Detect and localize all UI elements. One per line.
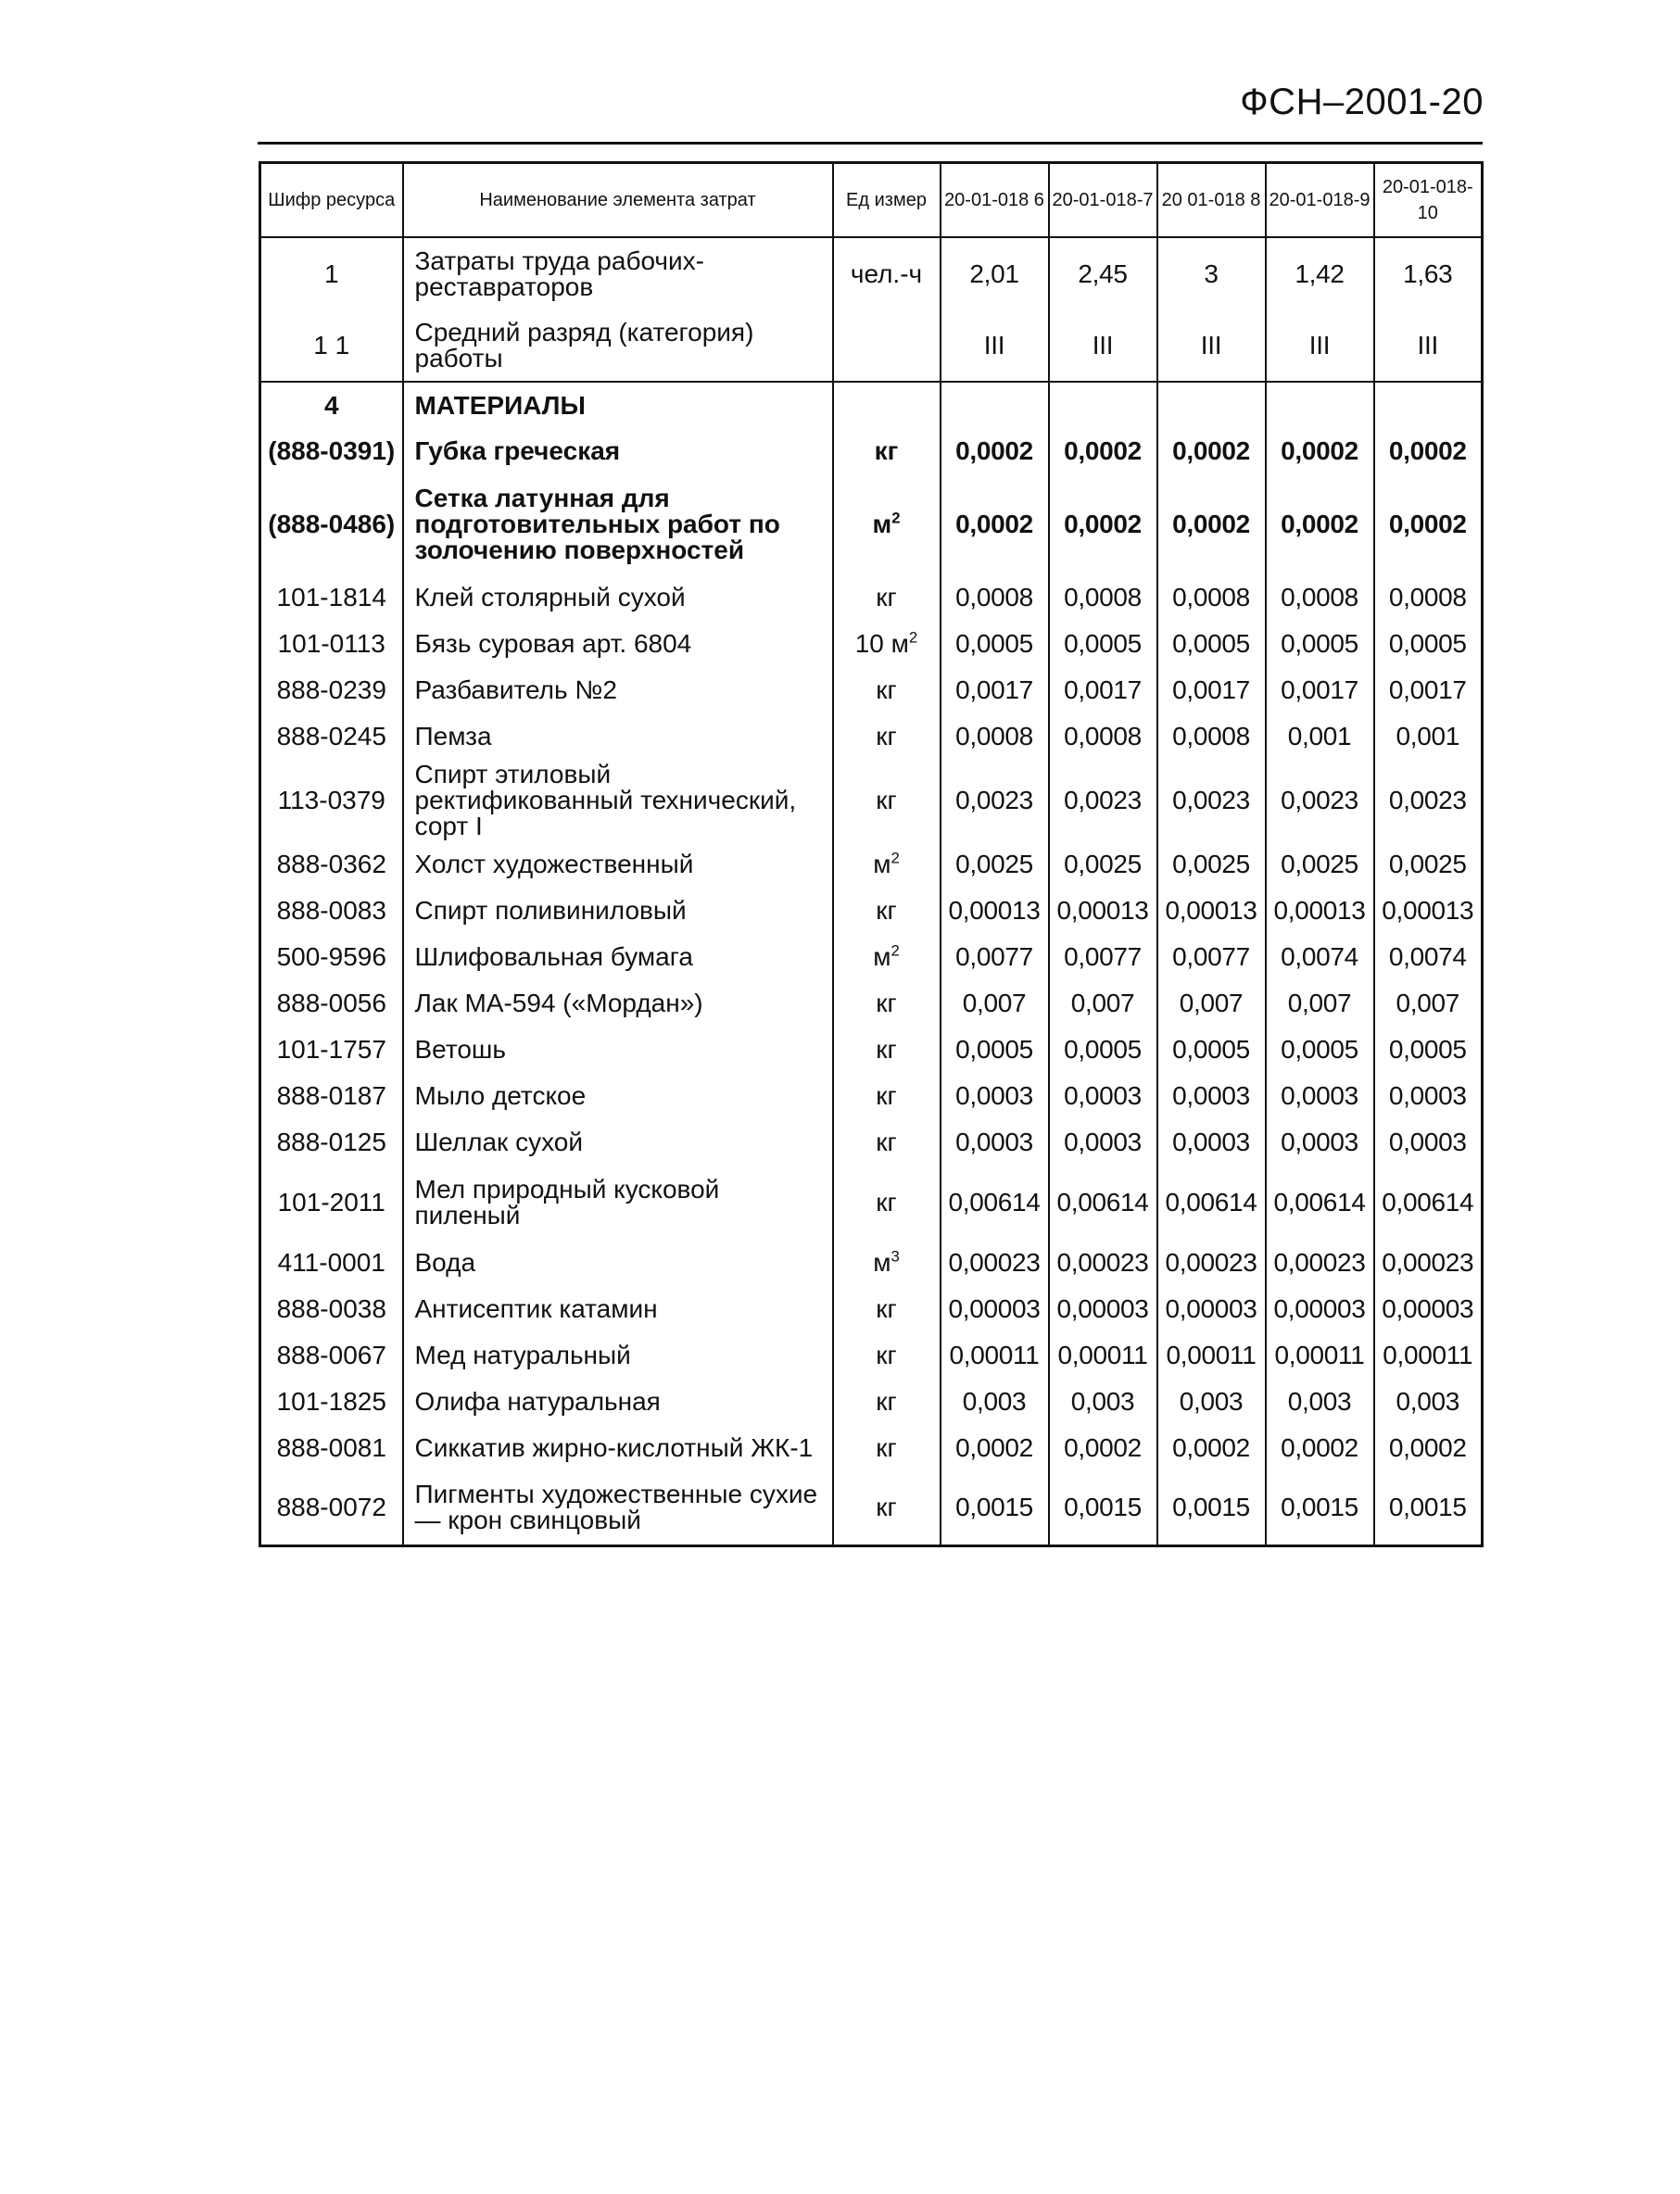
- table-row: [260, 934, 1483, 980]
- value-cell: 0,0002: [1049, 428, 1157, 474]
- value-cell: 0,0017: [941, 667, 1049, 713]
- value-cell: 0,0074: [1374, 934, 1483, 980]
- value-cell: 0,001: [1374, 713, 1483, 760]
- value-cell: 0,0023: [1157, 760, 1266, 841]
- resource-code: 101-1825: [260, 1379, 403, 1425]
- value-cell: 0,0025: [1374, 841, 1483, 888]
- unit-cell: кг: [833, 1332, 941, 1379]
- header-name: Наименование элемента затрат: [403, 163, 833, 238]
- unit-cell: кг: [833, 713, 941, 760]
- resource-code: 888-0083: [260, 888, 403, 934]
- value-cell: 0,0008: [1049, 574, 1157, 621]
- value-cell: III: [1374, 309, 1483, 382]
- header-unit: Ед измер: [833, 163, 941, 238]
- unit-cell: [833, 382, 941, 428]
- value-cell: 0,0003: [1049, 1073, 1157, 1119]
- unit-cell: кг: [833, 1471, 941, 1545]
- value-cell: 0,0002: [1374, 1425, 1483, 1471]
- resource-name: МАТЕРИАЛЫ: [403, 382, 833, 428]
- unit-exponent: 2: [891, 941, 900, 960]
- value-cell: 0,00011: [1374, 1332, 1483, 1379]
- unit-cell: кг: [833, 428, 941, 474]
- value-cell: 0,0025: [1157, 841, 1266, 888]
- unit-cell: кг: [833, 760, 941, 841]
- unit-cell: $м^2$: [833, 841, 941, 888]
- resource-code: 4: [260, 382, 403, 428]
- resource-name: Олифа натуральная: [403, 1379, 833, 1425]
- unit-cell: кг: [833, 1119, 941, 1166]
- value-cell: 0,0002: [1049, 474, 1157, 574]
- unit-cell: кг: [833, 1425, 941, 1471]
- table-row: [260, 428, 1483, 474]
- value-cell: 0,0002: [1266, 428, 1374, 474]
- value-cell: 0,0017: [1374, 667, 1483, 713]
- value-cell: 0,0002: [941, 428, 1049, 474]
- resource-name: Спирт этиловый ректификованный технический, сорт I: [403, 760, 833, 841]
- value-cell: 0,007: [1049, 980, 1157, 1027]
- value-cell: 0,0002: [1374, 474, 1483, 574]
- value-cell: 0,003: [1157, 1379, 1266, 1425]
- table-row: [260, 309, 1483, 382]
- value-cell: 0,007: [941, 980, 1049, 1027]
- value-cell: 0,007: [1266, 980, 1374, 1027]
- value-cell: 0,00023: [1374, 1240, 1483, 1286]
- value-cell: 0,0017: [1157, 667, 1266, 713]
- value-cell: 0,00013: [941, 888, 1049, 934]
- table-row: [260, 760, 1483, 841]
- table-row: [260, 841, 1483, 888]
- value-cell: 0,0017: [1266, 667, 1374, 713]
- header-column: 20-01-018-9: [1266, 163, 1374, 238]
- value-cell: 0,00011: [1157, 1332, 1266, 1379]
- value-cell: 0,0015: [1266, 1471, 1374, 1545]
- value-cell: 0,0008: [1266, 574, 1374, 621]
- unit-cell: кг: [833, 1166, 941, 1240]
- resource-name: Вода: [403, 1240, 833, 1286]
- resource-code: (888-0391): [260, 428, 403, 474]
- value-cell: 0,0002: [1266, 474, 1374, 574]
- value-cell: 0,0023: [1374, 760, 1483, 841]
- value-cell: 0,0077: [1157, 934, 1266, 980]
- unit-cell: чел.-ч: [833, 237, 941, 309]
- value-cell: 0,0005: [1374, 1027, 1483, 1073]
- table-row: [260, 1166, 1483, 1240]
- header-rule: [258, 142, 1483, 145]
- unit-exponent: 2: [908, 628, 918, 647]
- value-cell: 0,0003: [941, 1119, 1049, 1166]
- unit-cell: $м^2$: [833, 934, 941, 980]
- value-cell: 0,003: [1266, 1379, 1374, 1425]
- header-column: 20-01-018-7: [1049, 163, 1157, 238]
- value-cell: [1157, 382, 1266, 428]
- header-column: 20 01-018 8: [1157, 163, 1266, 238]
- table-header-row: [260, 163, 1483, 238]
- table-row: [260, 1119, 1483, 1166]
- resource-name: Губка греческая: [403, 428, 833, 474]
- table-row: [260, 1471, 1483, 1545]
- value-cell: 0,0003: [1157, 1119, 1266, 1166]
- value-cell: 0,0002: [1049, 1425, 1157, 1471]
- value-cell: 0,00023: [1157, 1240, 1266, 1286]
- header-column: 20-01-018-10: [1374, 163, 1483, 238]
- unit-cell: $м^3$: [833, 1240, 941, 1286]
- value-cell: 0,0008: [941, 574, 1049, 621]
- value-cell: 0,0002: [941, 1425, 1049, 1471]
- value-cell: 0,0005: [1266, 621, 1374, 667]
- resource-code: 888-0125: [260, 1119, 403, 1166]
- value-cell: 0,0008: [1157, 574, 1266, 621]
- resource-code: 500-9596: [260, 934, 403, 980]
- value-cell: 0,0003: [1374, 1119, 1483, 1166]
- value-cell: 0,00614: [1374, 1166, 1483, 1240]
- resource-code: 888-0072: [260, 1471, 403, 1545]
- value-cell: 0,0005: [1157, 621, 1266, 667]
- resource-code: 101-0113: [260, 621, 403, 667]
- value-cell: 0,0002: [1157, 474, 1266, 574]
- resource-name: Средний разряд (категория) работы: [403, 309, 833, 382]
- value-cell: 0,003: [1049, 1379, 1157, 1425]
- value-cell: 0,00011: [941, 1332, 1049, 1379]
- resource-code: 1: [260, 237, 403, 309]
- resource-code: 1 1: [260, 309, 403, 382]
- value-cell: 0,0003: [941, 1073, 1049, 1119]
- value-cell: 0,0077: [941, 934, 1049, 980]
- value-cell: 0,0017: [1049, 667, 1157, 713]
- value-cell: 0,0025: [941, 841, 1049, 888]
- resource-code: 888-0056: [260, 980, 403, 1027]
- value-cell: 0,0074: [1266, 934, 1374, 980]
- value-cell: 0,0005: [941, 621, 1049, 667]
- value-cell: 0,00023: [1266, 1240, 1374, 1286]
- value-cell: 0,007: [1157, 980, 1266, 1027]
- unit-cell: кг: [833, 888, 941, 934]
- value-cell: [941, 382, 1049, 428]
- unit-cell: [833, 309, 941, 382]
- value-cell: 0,00013: [1374, 888, 1483, 934]
- value-cell: 3: [1157, 237, 1266, 309]
- resource-name: Сетка латунная для подготовительных работ по золочению поверхностей: [403, 474, 833, 574]
- unit-cell: кг: [833, 1379, 941, 1425]
- value-cell: 0,0002: [1374, 428, 1483, 474]
- value-cell: 0,0023: [1049, 760, 1157, 841]
- value-cell: 0,0015: [1049, 1471, 1157, 1545]
- value-cell: 0,0008: [1157, 713, 1266, 760]
- value-cell: 0,0015: [1374, 1471, 1483, 1545]
- value-cell: 0,0008: [1049, 713, 1157, 760]
- value-cell: 0,00011: [1266, 1332, 1374, 1379]
- resource-code: 411-0001: [260, 1240, 403, 1286]
- value-cell: 0,0003: [1157, 1073, 1266, 1119]
- table-body: [260, 237, 1483, 1545]
- value-cell: 0,0005: [1049, 621, 1157, 667]
- unit-cell: кг: [833, 1286, 941, 1332]
- table-row: [260, 888, 1483, 934]
- resource-name: Мыло детское: [403, 1073, 833, 1119]
- resource-name: Сиккатив жирно-кислотный ЖК-1: [403, 1425, 833, 1471]
- norms-table: [259, 161, 1484, 1547]
- table-row: [260, 1286, 1483, 1332]
- value-cell: 0,0003: [1374, 1073, 1483, 1119]
- value-cell: [1049, 382, 1157, 428]
- table-row: [260, 474, 1483, 574]
- value-cell: 1,42: [1266, 237, 1374, 309]
- resource-name: Бязь суровая арт. 6804: [403, 621, 833, 667]
- value-cell: III: [1049, 309, 1157, 382]
- value-cell: 0,00011: [1049, 1332, 1157, 1379]
- unit-exponent: 3: [891, 1247, 900, 1266]
- value-cell: 0,0003: [1049, 1119, 1157, 1166]
- value-cell: 0,0005: [1049, 1027, 1157, 1073]
- resource-code: 101-1814: [260, 574, 403, 621]
- value-cell: 0,0005: [1266, 1027, 1374, 1073]
- value-cell: [1266, 382, 1374, 428]
- value-cell: 0,0023: [1266, 760, 1374, 841]
- value-cell: III: [941, 309, 1049, 382]
- resource-name: Пемза: [403, 713, 833, 760]
- table-row: [260, 382, 1483, 428]
- unit-exponent: 2: [891, 849, 900, 867]
- value-cell: 0,0002: [1266, 1425, 1374, 1471]
- value-cell: 0,0003: [1266, 1119, 1374, 1166]
- value-cell: 0,00003: [1157, 1286, 1266, 1332]
- resource-name: Холст художественный: [403, 841, 833, 888]
- unit-cell: кг: [833, 980, 941, 1027]
- table-row: [260, 1240, 1483, 1286]
- resource-name: Шеллак сухой: [403, 1119, 833, 1166]
- value-cell: 0,00013: [1157, 888, 1266, 934]
- value-cell: 0,0077: [1049, 934, 1157, 980]
- resource-code: 888-0245: [260, 713, 403, 760]
- value-cell: 0,0003: [1266, 1073, 1374, 1119]
- value-cell: 0,003: [941, 1379, 1049, 1425]
- value-cell: III: [1157, 309, 1266, 382]
- value-cell: 0,007: [1374, 980, 1483, 1027]
- value-cell: [1374, 382, 1483, 428]
- value-cell: 0,0002: [1157, 1425, 1266, 1471]
- unit-cell: $м^2$: [833, 474, 941, 574]
- resource-code: 101-1757: [260, 1027, 403, 1073]
- value-cell: 0,003: [1374, 1379, 1483, 1425]
- unit-cell: кг: [833, 1073, 941, 1119]
- header-code: Шифр ресурса: [260, 163, 403, 238]
- resource-code: 113-0379: [260, 760, 403, 841]
- resource-name: Лак МА-594 («Мордан»): [403, 980, 833, 1027]
- resource-code: 888-0067: [260, 1332, 403, 1379]
- table-row: [260, 980, 1483, 1027]
- resource-name: Антисептик катамин: [403, 1286, 833, 1332]
- value-cell: 2,45: [1049, 237, 1157, 309]
- value-cell: 0,0008: [1374, 574, 1483, 621]
- document-code: ФСН–2001-20: [1240, 82, 1484, 122]
- value-cell: 0,00614: [1157, 1166, 1266, 1240]
- unit-exponent: 2: [891, 509, 901, 527]
- resource-code: 888-0239: [260, 667, 403, 713]
- header-column: 20-01-018 6: [941, 163, 1049, 238]
- value-cell: 2,01: [941, 237, 1049, 309]
- table-row: [260, 667, 1483, 713]
- resource-name: Пигменты художественные сухие — крон свинцовый: [403, 1471, 833, 1545]
- resource-code: 101-2011: [260, 1166, 403, 1240]
- resource-code: (888-0486): [260, 474, 403, 574]
- table-row: [260, 237, 1483, 309]
- resource-code: 888-0362: [260, 841, 403, 888]
- value-cell: 0,0005: [941, 1027, 1049, 1073]
- resource-name: Мел природный кусковой пиленый: [403, 1166, 833, 1240]
- value-cell: 0,0005: [1374, 621, 1483, 667]
- table-row: [260, 1027, 1483, 1073]
- table-row: [260, 713, 1483, 760]
- resource-name: Затраты труда рабочих-реставраторов: [403, 237, 833, 309]
- value-cell: 0,00013: [1266, 888, 1374, 934]
- table-row: [260, 1332, 1483, 1379]
- value-cell: 0,0002: [1157, 428, 1266, 474]
- value-cell: 0,00003: [1049, 1286, 1157, 1332]
- unit-cell: кг: [833, 1027, 941, 1073]
- unit-cell: 10 $м^2$: [833, 621, 941, 667]
- unit-cell: кг: [833, 574, 941, 621]
- value-cell: 0,00614: [941, 1166, 1049, 1240]
- table-row: [260, 1379, 1483, 1425]
- resource-name: Клей столярный сухой: [403, 574, 833, 621]
- resource-name: Ветошь: [403, 1027, 833, 1073]
- table-row: [260, 574, 1483, 621]
- value-cell: 0,00003: [941, 1286, 1049, 1332]
- resource-name: Шлифовальная бумага: [403, 934, 833, 980]
- table-row: [260, 1073, 1483, 1119]
- value-cell: 0,0008: [941, 713, 1049, 760]
- value-cell: 0,00614: [1266, 1166, 1374, 1240]
- value-cell: 0,0005: [1157, 1027, 1266, 1073]
- value-cell: 0,00614: [1049, 1166, 1157, 1240]
- table-row: [260, 621, 1483, 667]
- resource-name: Разбавитель №2: [403, 667, 833, 713]
- resource-code: 888-0081: [260, 1425, 403, 1471]
- value-cell: 0,0015: [1157, 1471, 1266, 1545]
- resource-code: 888-0038: [260, 1286, 403, 1332]
- value-cell: 1,63: [1374, 237, 1483, 309]
- value-cell: 0,001: [1266, 713, 1374, 760]
- value-cell: 0,00023: [1049, 1240, 1157, 1286]
- table-row: [260, 1425, 1483, 1471]
- value-cell: 0,0002: [941, 474, 1049, 574]
- value-cell: 0,00003: [1266, 1286, 1374, 1332]
- value-cell: 0,0023: [941, 760, 1049, 841]
- value-cell: 0,00013: [1049, 888, 1157, 934]
- value-cell: 0,0025: [1266, 841, 1374, 888]
- resource-name: Мед натуральный: [403, 1332, 833, 1379]
- unit-cell: кг: [833, 667, 941, 713]
- value-cell: 0,00003: [1374, 1286, 1483, 1332]
- resource-name: Спирт поливиниловый: [403, 888, 833, 934]
- value-cell: 0,0015: [941, 1471, 1049, 1545]
- value-cell: 0,0025: [1049, 841, 1157, 888]
- value-cell: 0,00023: [941, 1240, 1049, 1286]
- value-cell: III: [1266, 309, 1374, 382]
- resource-code: 888-0187: [260, 1073, 403, 1119]
